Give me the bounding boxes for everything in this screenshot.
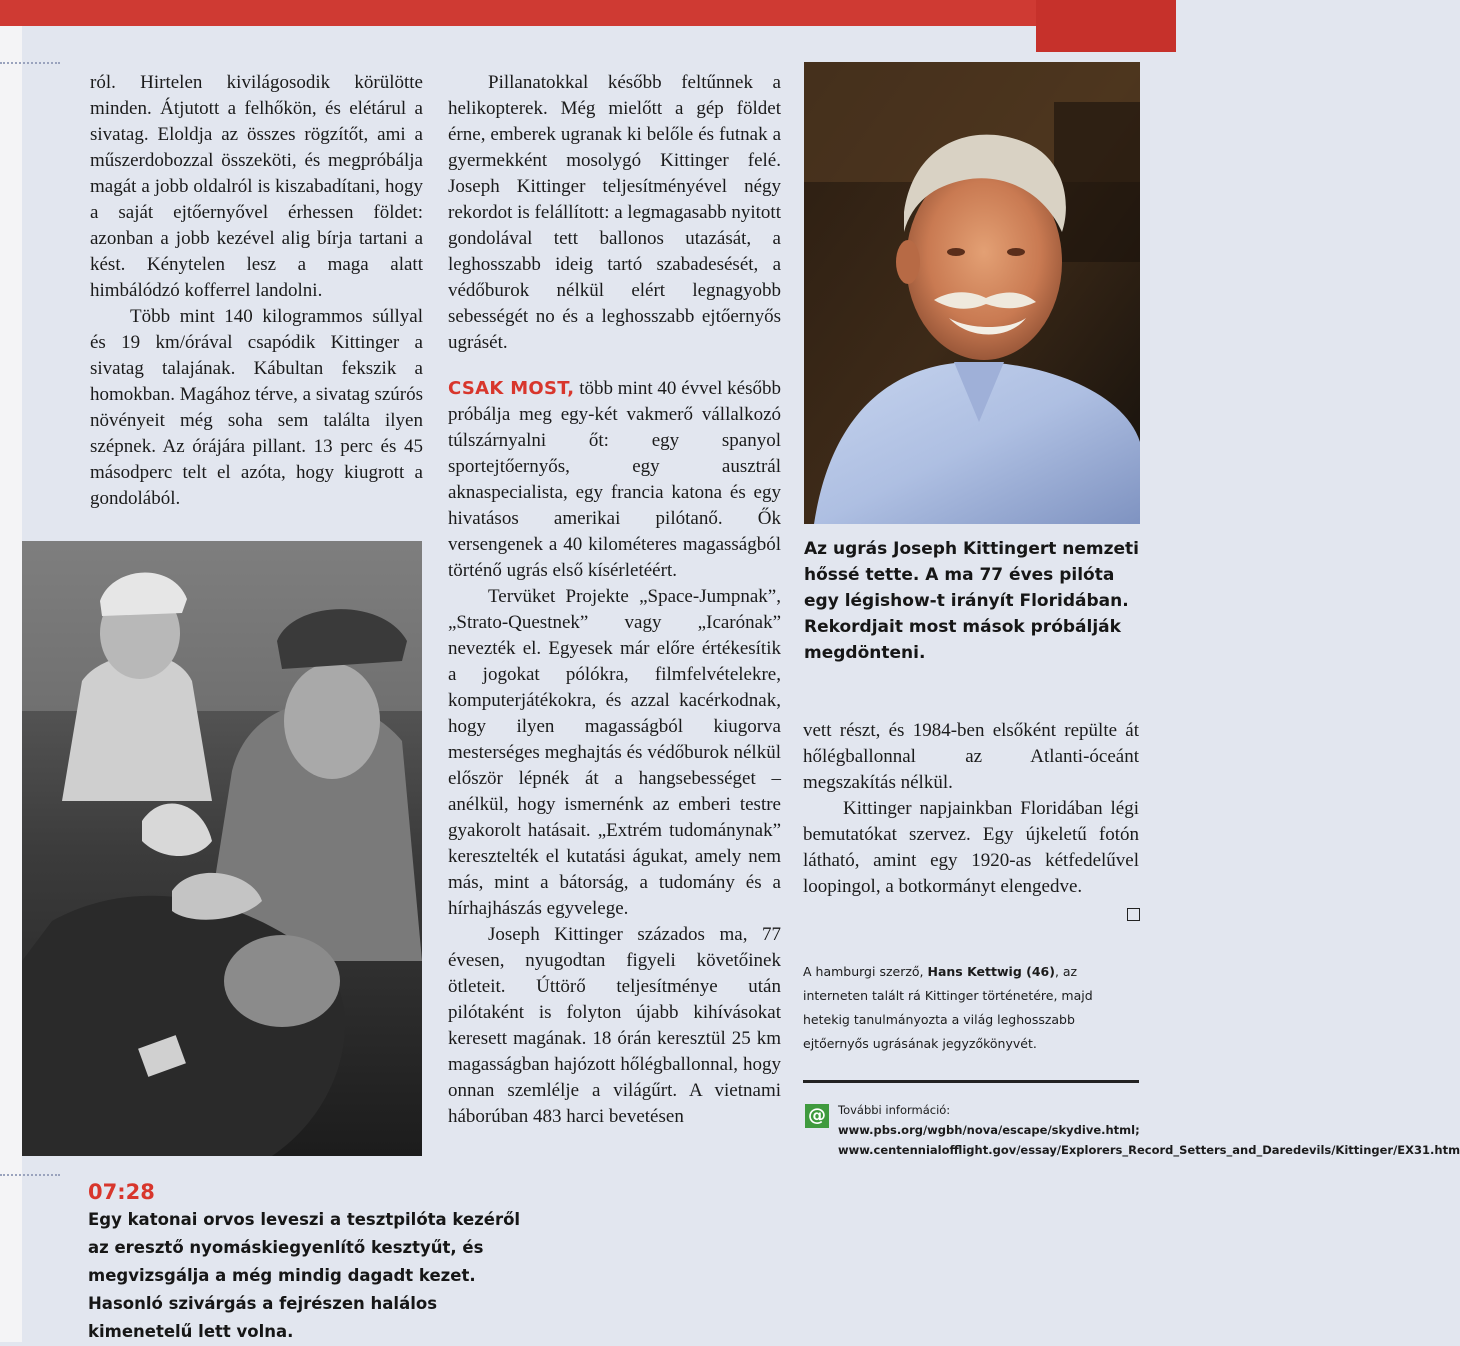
lead-in-heading: CSAK MOST, xyxy=(448,378,575,399)
end-of-article-mark xyxy=(1127,908,1140,921)
right-text-column xyxy=(803,718,1139,900)
author-note: A hamburgi szerző, Hans Kettwig (46), az interneten talált rá Kittinger történetére, majd hetekig tanulmányozta a világ leghosszabb ejtőernyős ugrásának jegyzőkönyvét. xyxy=(803,964,1093,1051)
header-color-bar xyxy=(0,0,1176,26)
page-margin xyxy=(0,0,22,1342)
more-info-label: További információ: xyxy=(838,1103,951,1117)
dotted-guide-line xyxy=(0,1174,60,1176)
author-name: Hans Kettwig (46) xyxy=(927,964,1055,979)
timestamp: 07:28 xyxy=(88,1180,155,1204)
paragraph: Tervüket Projekte „Space-Jumpnak”, „Strato-Questnek” vagy „Icarónak” nevezték el. Egyesek már előre értékesítik a jogokat pólókra, filmfelvételekre, komputerjátékokra, és azzal kacérkodnak, hogy ilyen magasságból kiugorva mesterséges meghajtás és védőburok nélkül először lépnék át a hangsebességet – anélkül, hogy ismernénk az emberi testre gyakorolt hatásait. „Extrém tudománynak” keresztelték el kutatási águkat, amely nem más, mint a bátorság, a tudomány és a hírhajhászás egyvelege. xyxy=(448,586,781,919)
paragraph: Kittinger napjainkban Floridában légi bemutatókat szervez. Egy újkeletű fotón látható, amint egy 1920-as kétfedelűvel loopingol, a botkormányt elengedve. xyxy=(803,798,1139,897)
portrait-photo xyxy=(804,62,1140,524)
middle-text-column xyxy=(448,70,781,1130)
rescue-image xyxy=(22,541,422,1156)
divider xyxy=(803,1080,1139,1083)
more-info-links[interactable]: www.pbs.org/wgbh/nova/escape/skydive.html; www.centennialofflight.gov/essay/Explorers_Record_Setters_and_Daredevils/Kittinger/EX31.htm xyxy=(838,1123,1460,1157)
dotted-guide-line xyxy=(0,62,60,64)
paragraph: Több mint 140 kilogrammos súllyal és 19 km/órával csapódik Kittinger a sivatag talajának. Kábultan fekszik a homokban. Magához térve, a sivatag szúrós növényeit még soha sem találta ilyen szépnek. Az órájára pillant. 13 perc és 45 másodperc telt el azóta, hogy kiugrott a gondolából. xyxy=(90,306,423,509)
photo-caption: Egy katonai orvos leveszi a tesztpilóta kezéről az eresztő nyomáskiegyenlítő kesztyűt, és megvizsgálja a még mindig dagadt kezet. Hasonló szivárgás a fejrészen halálos kimenetelű lett volna. xyxy=(88,1210,521,1341)
at-sign-icon: @ xyxy=(805,1104,829,1128)
rescue-photo xyxy=(22,541,422,1156)
paragraph: Pillanatokkal később feltűnnek a helikopterek. Még mielőtt a gép földet érne, emberek ugranak ki belőle és futnak a gyermekként mosolygó Kittinger felé. Joseph Kittinger teljesítményével négy rekordot is felállított: a legmagasabb nyitott gondolával tett ballonos utazását, a leghosszabb ideig tartó szabadesését, a védőburok nélkül elért legnagyobb sebességét no és a leghosszabb ejtőernyős ugrásét. xyxy=(448,72,781,353)
paragraph: vett részt, és 1984-ben elsőként repülte át hőlégballonnal az Atlanti-óceánt megszakítás nélkül. xyxy=(803,720,1139,793)
paragraph: ról. Hirtelen kivilágosodik körülötte minden. Átjutott a felhőkön, és elétárul a sivatag. Eloldja az összes rögzítőt, ami a műszerdobozzal összeköti, és megpróbálja magát a jobb oldalról is kiszabadítani, hogy a saját ejtőernyővel érhessen földet: azonban a jobb kezével alig bírja tartani a kést. Kénytelen lesz a maga alatt himbálódzó kofferrel landolni. xyxy=(90,72,423,301)
left-text-column xyxy=(90,70,423,512)
paragraph-with-lead: CSAK MOST, több mint 40 évvel később próbálja meg egy-két vakmerő vállalkozó túlszárnyalni őt: egy spanyol sportejtőernyős, egy ausztrál aknaspecialista, egy francia katona és egy hivatásos amerikai pilótanő. Ők versengenek a 40 kilométeres magasságból történő ugrás első kísérletéért. xyxy=(448,378,781,581)
portrait-image xyxy=(804,62,1140,524)
more-info-block xyxy=(838,1100,1460,1160)
portrait-caption: Az ugrás Joseph Kittingert nemzeti hőssé tette. A ma 77 éves pilóta egy légishow-t irányít Floridában. Rekordjait most mások próbálják megdönteni. xyxy=(804,539,1140,663)
paragraph: Joseph Kittinger százados ma, 77 évesen, nyugodtan figyeli követőinek ötleteit. Úttörő teljesítménye után pilótaként is folyton újabb kihívásokat keresett magának. 18 órán keresztül 25 km magasságban hajózott hőlégballonnal, hogy onnan szemlélje a világűrt. A vietnami háborúban 483 harci bevetésen xyxy=(448,924,781,1127)
